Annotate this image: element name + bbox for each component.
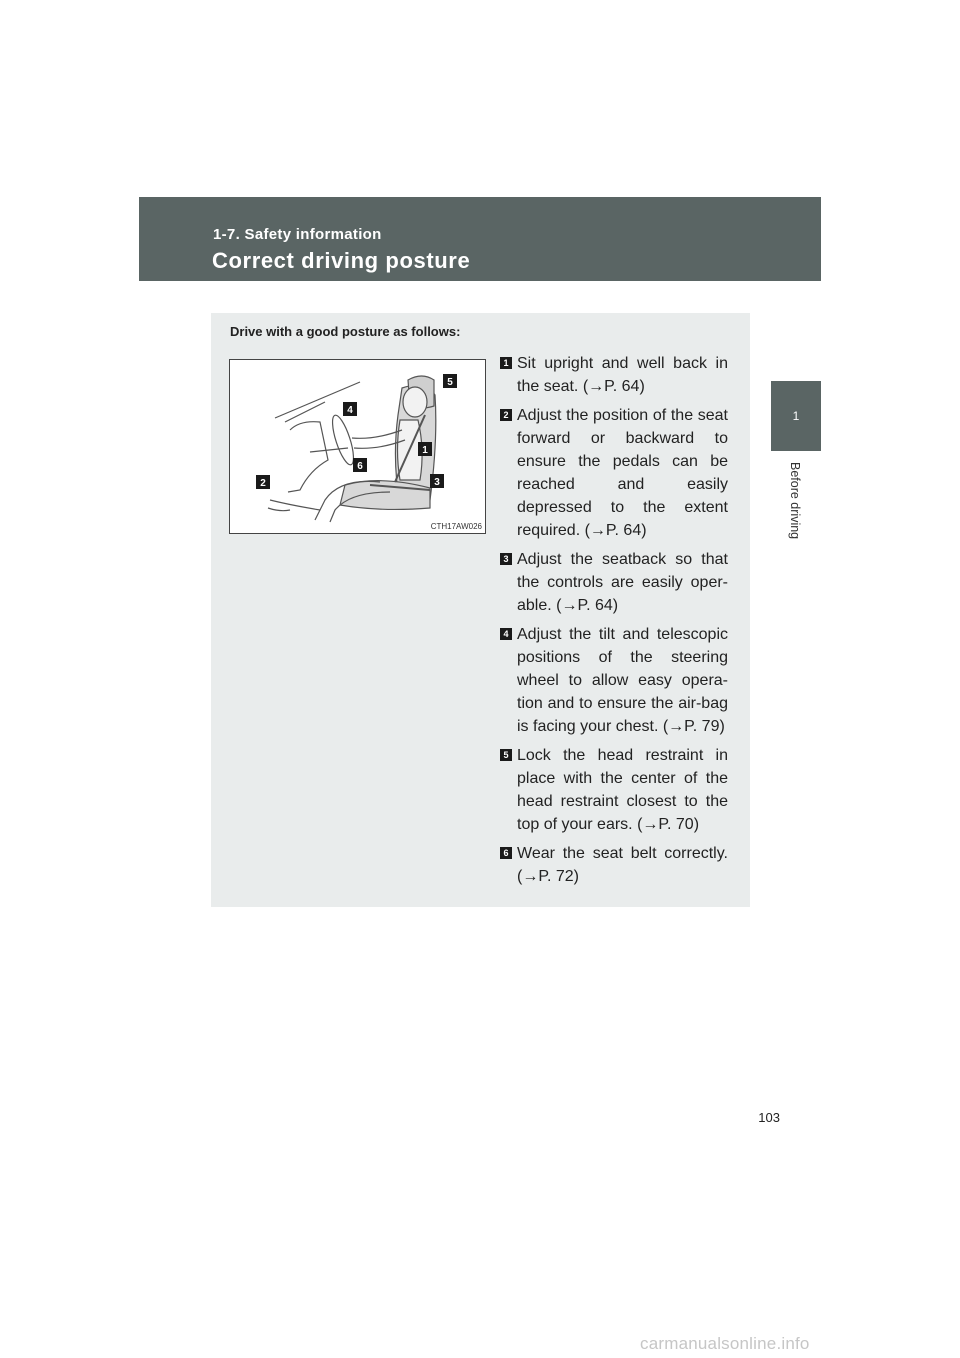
posture-drawing [230, 360, 485, 533]
chapter-number: 1 [792, 409, 800, 423]
list-item [500, 404, 728, 542]
marker-4-label: 4 [347, 405, 353, 416]
step-number-badge: 2 [500, 409, 512, 421]
step-text: Sit upright and well back in the seat. (→P. 64) [517, 355, 728, 395]
watermark: carmanualsonline.info [640, 1334, 810, 1353]
list-item [500, 623, 728, 738]
step-number-badge: 4 [500, 628, 512, 640]
step-number-badge: 5 [500, 749, 512, 761]
posture-steps [500, 352, 728, 894]
step-number-badge: 3 [500, 553, 512, 565]
section-label: 1-7. Safety information [213, 226, 382, 243]
step-text: Adjust the tilt and telescopic positions of the steering wheel to allow easy opera-tion and to ensure the air-bag is facing your chest. (→P. 79) [517, 626, 728, 735]
marker-6-label: 6 [357, 461, 363, 472]
list-item [500, 744, 728, 836]
list-item [500, 842, 728, 888]
marker-5-label: 5 [447, 377, 453, 388]
step-text: Lock the head restraint in place with the center of the head restraint closest to the top of your ears. (→P. 70) [517, 747, 728, 833]
chapter-header [139, 197, 821, 281]
marker-3-label: 3 [434, 477, 440, 488]
step-text: Adjust the seatback so that the controls are easily oper-able. (→P. 64) [517, 551, 728, 614]
step-number-badge: 6 [500, 847, 512, 859]
list-item [500, 548, 728, 617]
content-box [211, 313, 750, 907]
figure-code: CTH17AW026 [430, 522, 482, 531]
step-text: Wear the seat belt correctly. (→P. 72) [517, 845, 728, 885]
marker-2-label: 2 [260, 478, 266, 489]
marker-1-label: 1 [422, 445, 428, 456]
chapter-tab[interactable] [771, 381, 821, 451]
intro-text: Drive with a good posture as follows: [230, 324, 461, 339]
step-number-badge: 1 [500, 357, 512, 369]
chapter-label: Before driving [788, 462, 802, 540]
list-item [500, 352, 728, 398]
step-text: Adjust the position of the seat forward or backward to ensure the pedals can be reached and easily depressed to the extent required. (→P. 64) [517, 407, 728, 539]
posture-illustration [229, 359, 486, 534]
page-number: 103 [758, 1110, 780, 1125]
page-title: Correct driving posture [212, 248, 471, 273]
